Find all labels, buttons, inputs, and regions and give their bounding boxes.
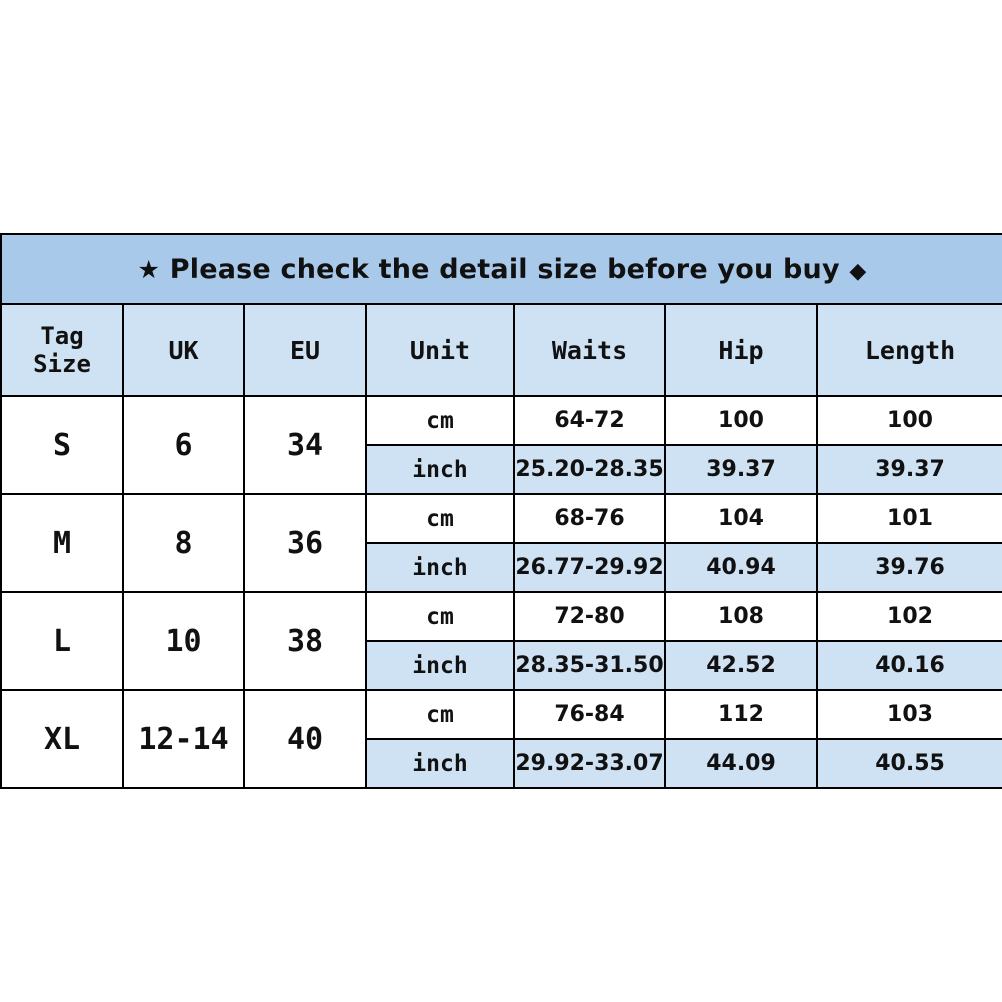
- cell-tag-size: M: [1, 494, 123, 592]
- cell-waits-cm: 72-80: [514, 592, 665, 641]
- cell-hip-inch: 42.52: [665, 641, 817, 690]
- header-row: [1, 304, 1002, 396]
- cell-waits-cm: 68-76: [514, 494, 665, 543]
- header-length: Length: [817, 304, 1002, 396]
- cell-waits-inch: 26.77-29.92: [514, 543, 665, 592]
- star-icon: ★: [137, 254, 161, 284]
- cell-unit-cm: cm: [366, 690, 514, 739]
- cell-hip-cm: 108: [665, 592, 817, 641]
- cell-waits-cm: 76-84: [514, 690, 665, 739]
- cell-waits-cm: 64-72: [514, 396, 665, 445]
- cell-waits-inch: 29.92-33.07: [514, 739, 665, 788]
- cell-unit-cm: cm: [366, 494, 514, 543]
- cell-unit-cm: cm: [366, 592, 514, 641]
- cell-eu: 38: [244, 592, 366, 690]
- cell-uk: 8: [123, 494, 244, 592]
- cell-length-cm: 102: [817, 592, 1002, 641]
- cell-tag-size: L: [1, 592, 123, 690]
- banner-cell: [1, 234, 1002, 304]
- cell-hip-cm: 104: [665, 494, 817, 543]
- cell-waits-inch: 25.20-28.35: [514, 445, 665, 494]
- cell-tag-size: XL: [1, 690, 123, 788]
- table-row: [1, 592, 1002, 641]
- cell-length-cm: 100: [817, 396, 1002, 445]
- cell-length-cm: 101: [817, 494, 1002, 543]
- table-row: [1, 494, 1002, 543]
- cell-unit-inch: inch: [366, 445, 514, 494]
- cell-hip-cm: 100: [665, 396, 817, 445]
- table-row: [1, 396, 1002, 445]
- cell-hip-cm: 112: [665, 690, 817, 739]
- cell-hip-inch: 40.94: [665, 543, 817, 592]
- header-tag-size: [1, 304, 123, 396]
- cell-uk: 6: [123, 396, 244, 494]
- cell-unit-inch: inch: [366, 739, 514, 788]
- cell-hip-inch: 39.37: [665, 445, 817, 494]
- header-hip: Hip: [665, 304, 817, 396]
- size-chart-table: [0, 233, 1002, 789]
- cell-length-inch: 39.76: [817, 543, 1002, 592]
- cell-tag-size: S: [1, 396, 123, 494]
- header-tag-size-line1: Tag: [40, 321, 84, 350]
- cell-eu: 36: [244, 494, 366, 592]
- header-eu: EU: [244, 304, 366, 396]
- cell-length-inch: 39.37: [817, 445, 1002, 494]
- cell-eu: 40: [244, 690, 366, 788]
- cell-uk: 10: [123, 592, 244, 690]
- cell-waits-inch: 28.35-31.50: [514, 641, 665, 690]
- cell-uk: 12-14: [123, 690, 244, 788]
- header-uk: UK: [123, 304, 244, 396]
- header-unit: Unit: [366, 304, 514, 396]
- cell-hip-inch: 44.09: [665, 739, 817, 788]
- cell-length-inch: 40.16: [817, 641, 1002, 690]
- banner-row: [1, 234, 1002, 304]
- cell-unit-cm: cm: [366, 396, 514, 445]
- cell-length-inch: 40.55: [817, 739, 1002, 788]
- size-chart-container: [0, 233, 1002, 789]
- cell-unit-inch: inch: [366, 641, 514, 690]
- diamond-icon: ◆: [849, 258, 867, 284]
- cell-eu: 34: [244, 396, 366, 494]
- header-tag-size-line2: Size: [33, 350, 91, 378]
- cell-unit-inch: inch: [366, 543, 514, 592]
- banner-text: Please check the detail size before you buy: [169, 253, 840, 285]
- table-row: [1, 690, 1002, 739]
- cell-length-cm: 103: [817, 690, 1002, 739]
- header-waits: Waits: [514, 304, 665, 396]
